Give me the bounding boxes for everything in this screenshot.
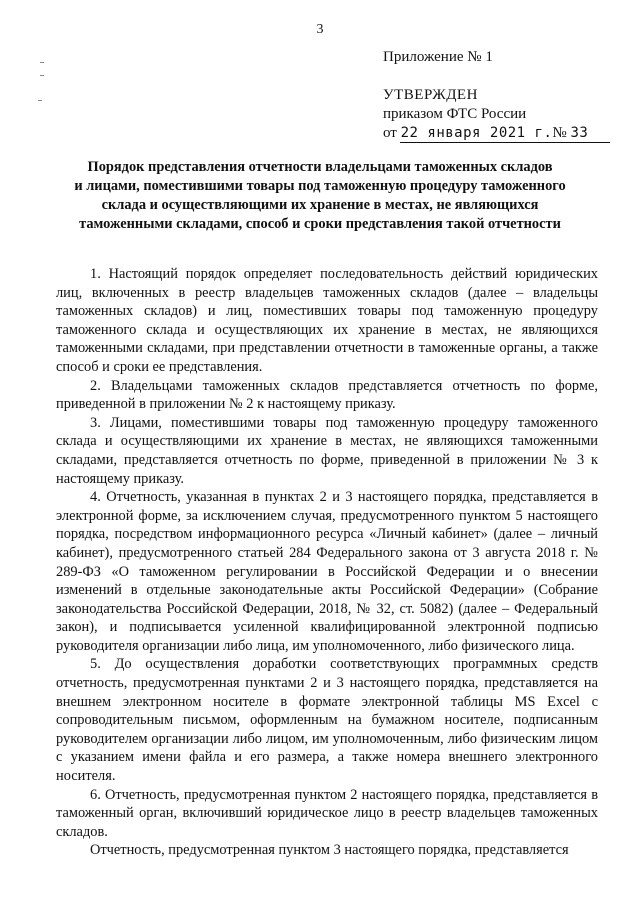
margin-mark bbox=[38, 100, 42, 101]
paragraph-1: 1. Настоящий порядок определяет последовательность действий юридических лиц, включенных в реестр владельцев таможенных складов (далее – владельцы таможенных складов) и лиц, поместивших товары под таможенную процедуру таможенного склада и осуществляющих их хранение в местах, не являющихся таможенными складами, при представлении отчетности в таможенные органы, а также способ и сроки ее представления. bbox=[56, 266, 598, 375]
title-line: таможенными складами, способ и сроки представления такой отчетности bbox=[79, 216, 561, 232]
margin-mark bbox=[40, 75, 44, 76]
approval-block bbox=[383, 86, 588, 143]
order-date: 22 января 2021 г. bbox=[400, 125, 553, 141]
margin-mark bbox=[40, 62, 44, 63]
fill-line bbox=[400, 142, 610, 143]
approved-heading: УТВЕРЖДЕН bbox=[383, 87, 478, 103]
page-number: 3 bbox=[316, 22, 324, 37]
paragraph-5: 5. До осуществления доработки соответствующих программных средств отчетность, предусмотренная пунктами 2 и 3 настоящего порядка, представляется на внешнем электронном носителе в формате электронной таблицы MS Excel с сопроводительным письмом, оформленным на бумажном носителе, подписанным руководителем организации либо лицом, им уполномоченным, либо физическим лицом с указанием имени файла и его размера, а также номера внешнего электронного носителя. bbox=[56, 656, 598, 785]
title-line: Порядок представления отчетности владельцами таможенных складов bbox=[87, 159, 553, 175]
paragraph-6: 6. Отчетность, предусмотренная пунктом 2 настоящего порядка, представляется в таможенный орган, включивший юридическое лицо в реестр владельцев таможенных складов. bbox=[56, 786, 598, 840]
title-line: и лицами, поместившими товары под таможенную процедуру таможенного bbox=[74, 178, 566, 194]
date-prefix: от bbox=[383, 125, 397, 141]
document-title bbox=[56, 158, 584, 234]
title-line: склада и осуществляющими их хранение в местах, не являющихся bbox=[101, 197, 539, 213]
order-number: 33 bbox=[570, 125, 589, 141]
paragraph-3: 3. Лицами, поместившими товары под таможенную процедуру таможенного склада и осуществляющими их хранение в местах, не являющихся таможенными складами, представляется отчетность по форме, приведенной в приложении № 3 к настоящему приказу. bbox=[56, 414, 598, 487]
document-body bbox=[56, 265, 598, 860]
paragraph-2: 2. Владельцами таможенных складов представляется отчетность по форме, приведенной в приложении № 2 к настоящему приказу. bbox=[56, 377, 598, 413]
order-issuer: приказом ФТС России bbox=[383, 106, 527, 122]
paragraph-4: 4. Отчетность, указанная в пунктах 2 и 3 настоящего порядка, представляется в электронной форме, за исключением случая, предусмотренного пунктом 5 настоящего порядка, посредством информационного ресурса «Личный кабинет» (далее – личный кабинет), предусмотренного статьей 284 Федерального закона от 3 августа 2018 г. № 289-ФЗ «О таможенном регулировании в Российской Федерации и о внесении изменений в отдельные законодательные акты Российской Федерации» (Собрание законодательства Российской Федерации, 2018, № 32, ст. 5082) (далее – Федеральный закон), и подписывается усиленной квалифицированной электронной подписью руководителя организации либо лица, им уполномоченного, либо физического лица. bbox=[56, 489, 598, 654]
number-prefix: № bbox=[552, 125, 567, 141]
paragraph-7: Отчетность, предусмотренная пунктом 3 настоящего порядка, представляется bbox=[90, 842, 569, 859]
appendix-label: Приложение № 1 bbox=[383, 49, 493, 65]
order-date-line bbox=[383, 124, 588, 143]
